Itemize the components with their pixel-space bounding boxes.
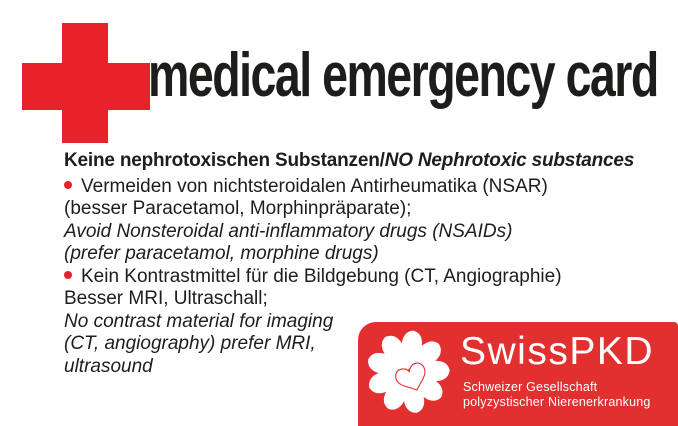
- section-heading: [64, 150, 664, 173]
- list-item-text: Avoid Nonsteroidal anti-inflammatory drugs (NSAIDs): [64, 220, 513, 242]
- list-item: [64, 266, 664, 289]
- bullet-icon: [64, 181, 72, 189]
- list-item: [64, 198, 664, 221]
- red-cross-icon: [22, 23, 150, 143]
- list-item: [64, 221, 664, 244]
- pkd-flower-icon: [364, 328, 452, 416]
- list-item: [64, 176, 664, 199]
- cross-horizontal-bar: [22, 63, 150, 110]
- heading-german: Keine nephrotoxischen Substanzen/: [64, 150, 385, 171]
- list-item-text: Kein Kontrastmittel für die Bildgebung (CT, Angiographie): [81, 265, 562, 287]
- list-item-text: (CT, angiography) prefer MRI,: [64, 333, 316, 354]
- list-item: [64, 288, 664, 311]
- bullet-icon: [64, 271, 72, 279]
- list-item-text: Besser MRI, Ultraschall;: [64, 288, 268, 309]
- list-item: [64, 243, 664, 266]
- list-item-text: (prefer paracetamol, morphine drugs): [64, 243, 379, 264]
- list-item-text: ultrasound: [64, 355, 153, 377]
- list-item-text: (besser Paracetamol, Morphinpräparate);: [64, 198, 412, 219]
- logo-title: SwissPKD: [460, 330, 655, 373]
- logo-subtitle-line1: Schweizer Gesellschaft: [463, 380, 598, 394]
- list-item-text: Vermeiden von nichtsteroidalen Antirheumatika (NSAR): [81, 175, 548, 197]
- heading-english: NO Nephrotoxic substances: [384, 150, 635, 171]
- page-title: medical emergency card: [148, 41, 658, 110]
- list-item-text: No contrast material for imaging: [64, 310, 334, 332]
- logo-subtitle-line2: polyzystischer Nierenerkrankung: [463, 394, 651, 409]
- logo-subtitle: [463, 380, 651, 409]
- swisspkd-logo-box: [358, 322, 678, 426]
